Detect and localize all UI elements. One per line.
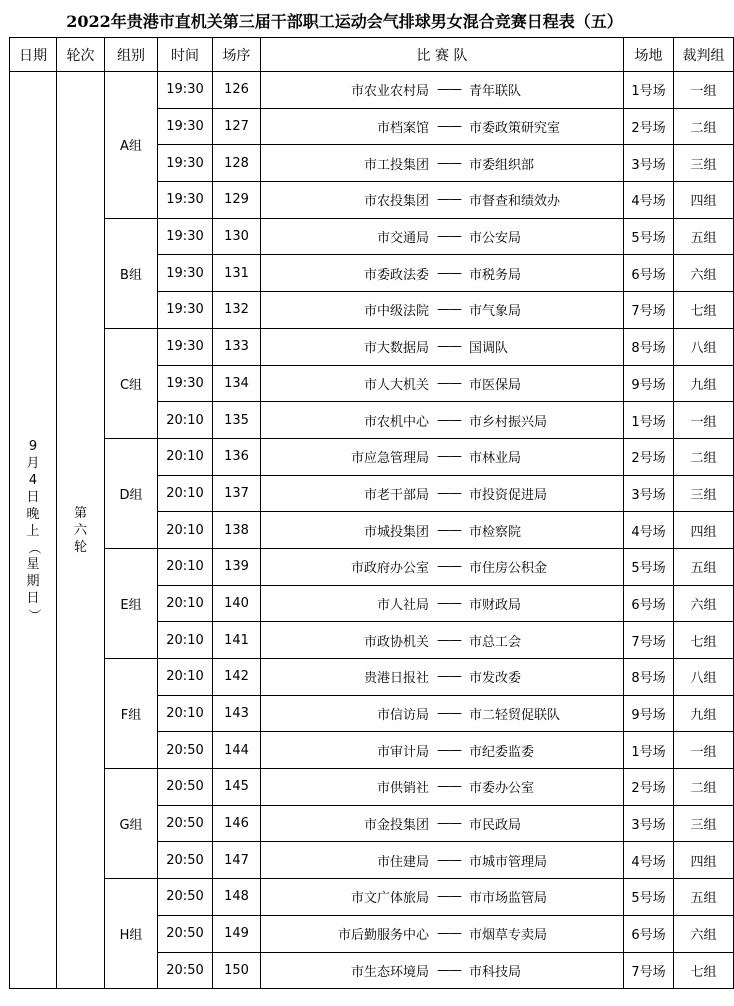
date-char: 月 — [26, 455, 40, 471]
time-cell: 20:50 — [158, 915, 213, 952]
vs-separator: —— — [437, 339, 461, 355]
group-cell: H组 — [105, 879, 158, 989]
vs-separator: —— — [437, 375, 461, 391]
vs-separator: —— — [437, 522, 461, 538]
vs-separator: —— — [437, 559, 461, 575]
away-team: 市林业局 — [469, 451, 522, 467]
home-team: 市委政法委 — [363, 267, 429, 283]
away-team: 市乡村振兴局 — [469, 414, 548, 430]
away-team: 市公安局 — [469, 231, 522, 247]
time-cell: 20:50 — [158, 732, 213, 769]
away-team: 市科技局 — [469, 964, 522, 980]
away-team: 市住房公积金 — [469, 561, 548, 577]
referee-cell: 九组 — [674, 365, 734, 402]
referee-cell: 七组 — [674, 292, 734, 329]
home-team: 市人大机关 — [363, 377, 429, 393]
seq-cell: 134 — [213, 365, 261, 402]
seq-cell: 145 — [213, 769, 261, 806]
round-cell — [57, 72, 105, 989]
teams-cell — [261, 512, 624, 549]
home-team: 市应急管理局 — [350, 451, 429, 467]
date-char: 上 — [26, 523, 40, 539]
venue-cell: 1号场 — [624, 72, 674, 109]
teams-cell — [261, 952, 624, 989]
teams-cell — [261, 915, 624, 952]
away-team: 市二轻贸促联队 — [469, 708, 561, 724]
venue-cell: 5号场 — [624, 548, 674, 585]
seq-cell: 146 — [213, 805, 261, 842]
referee-cell: 二组 — [674, 769, 734, 806]
home-team: 市人社局 — [376, 597, 429, 613]
home-team: 市后勤服务中心 — [337, 928, 429, 944]
away-team: 市城市管理局 — [469, 854, 548, 870]
group-cell: D组 — [105, 438, 158, 548]
date-char: 日 — [26, 590, 40, 606]
date-char: 晚 — [26, 506, 40, 522]
seq-cell: 136 — [213, 438, 261, 475]
time-cell: 20:50 — [158, 952, 213, 989]
seq-cell: 127 — [213, 108, 261, 145]
teams-cell — [261, 218, 624, 255]
referee-cell: 四组 — [674, 512, 734, 549]
seq-cell: 126 — [213, 72, 261, 109]
time-cell: 20:10 — [158, 622, 213, 659]
away-team: 市委办公室 — [469, 781, 535, 797]
date-char: 日 — [26, 489, 40, 505]
time-cell: 20:50 — [158, 842, 213, 879]
away-team: 市委组织部 — [469, 157, 535, 173]
referee-cell: 三组 — [674, 475, 734, 512]
teams-cell — [261, 145, 624, 182]
vs-separator: —— — [437, 779, 461, 795]
referee-cell: 四组 — [674, 842, 734, 879]
referee-cell: 一组 — [674, 402, 734, 439]
referee-cell: 七组 — [674, 622, 734, 659]
date-char: 期 — [26, 573, 40, 589]
home-team: 市审计局 — [376, 744, 429, 760]
seq-cell: 140 — [213, 585, 261, 622]
referee-cell: 三组 — [674, 805, 734, 842]
time-cell: 19:30 — [158, 292, 213, 329]
teams-cell — [261, 805, 624, 842]
table-row — [10, 72, 734, 109]
referee-cell: 一组 — [674, 732, 734, 769]
vs-separator: —— — [437, 412, 461, 428]
vs-separator: —— — [437, 485, 461, 501]
vs-separator: —— — [437, 742, 461, 758]
seq-cell: 147 — [213, 842, 261, 879]
group-cell: A组 — [105, 72, 158, 219]
seq-cell: 149 — [213, 915, 261, 952]
seq-cell: 148 — [213, 879, 261, 916]
header-date: 日期 — [10, 38, 57, 72]
time-cell: 19:30 — [158, 328, 213, 365]
table-row — [10, 769, 734, 806]
referee-cell: 六组 — [674, 255, 734, 292]
time-cell: 20:50 — [158, 769, 213, 806]
venue-cell: 8号场 — [624, 328, 674, 365]
referee-cell: 八组 — [674, 328, 734, 365]
home-team: 市工投集团 — [363, 157, 429, 173]
time-cell: 20:10 — [158, 659, 213, 696]
away-team: 国调队 — [469, 341, 509, 357]
seq-cell: 143 — [213, 695, 261, 732]
referee-cell: 五组 — [674, 548, 734, 585]
home-team: 市交通局 — [376, 231, 429, 247]
venue-cell: 6号场 — [624, 915, 674, 952]
referee-cell: 九组 — [674, 695, 734, 732]
venue-cell: 9号场 — [624, 695, 674, 732]
seq-cell: 137 — [213, 475, 261, 512]
header-time: 时间 — [158, 38, 213, 72]
table-row — [10, 438, 734, 475]
date-char: ） — [26, 608, 41, 622]
teams-cell — [261, 659, 624, 696]
vs-separator: —— — [437, 229, 461, 245]
time-cell: 20:10 — [158, 512, 213, 549]
seq-cell: 132 — [213, 292, 261, 329]
time-cell: 19:30 — [158, 145, 213, 182]
away-team: 市财政局 — [469, 597, 522, 613]
time-cell: 20:10 — [158, 402, 213, 439]
away-team: 市总工会 — [469, 634, 522, 650]
home-team: 市档案馆 — [376, 121, 429, 137]
venue-cell: 4号场 — [624, 182, 674, 219]
vs-separator: —— — [437, 155, 461, 171]
venue-cell: 6号场 — [624, 585, 674, 622]
referee-cell: 一组 — [674, 72, 734, 109]
teams-cell — [261, 402, 624, 439]
teams-cell — [261, 255, 624, 292]
group-cell: E组 — [105, 548, 158, 658]
referee-cell: 四组 — [674, 182, 734, 219]
home-team: 市中级法院 — [363, 304, 429, 320]
time-cell: 20:10 — [158, 438, 213, 475]
seq-cell: 150 — [213, 952, 261, 989]
group-cell: C组 — [105, 328, 158, 438]
table-row — [10, 879, 734, 916]
venue-cell: 7号场 — [624, 622, 674, 659]
vs-separator: —— — [437, 816, 461, 832]
schedule-table — [9, 37, 734, 989]
teams-cell — [261, 548, 624, 585]
vs-separator: —— — [437, 119, 461, 135]
vs-separator: —— — [437, 706, 461, 722]
teams-cell — [261, 438, 624, 475]
venue-cell: 7号场 — [624, 952, 674, 989]
time-cell: 20:10 — [158, 695, 213, 732]
vs-separator: —— — [437, 265, 461, 281]
time-cell: 20:10 — [158, 548, 213, 585]
date-char: 4 — [28, 472, 38, 488]
time-cell: 19:30 — [158, 255, 213, 292]
home-team: 市生态环境局 — [350, 964, 429, 980]
venue-cell: 3号场 — [624, 475, 674, 512]
away-team: 市纪委监委 — [469, 744, 535, 760]
header-venue: 场地 — [624, 38, 674, 72]
date-char: 星 — [26, 556, 40, 572]
away-team: 市烟草专卖局 — [469, 928, 548, 944]
seq-cell: 142 — [213, 659, 261, 696]
seq-cell: 139 — [213, 548, 261, 585]
teams-cell — [261, 732, 624, 769]
home-team: 贵港日报社 — [363, 671, 429, 687]
time-cell: 19:30 — [158, 365, 213, 402]
home-team: 市农业农村局 — [350, 84, 429, 100]
venue-cell: 5号场 — [624, 218, 674, 255]
home-team: 市农机中心 — [363, 414, 429, 430]
referee-cell: 七组 — [674, 952, 734, 989]
home-team: 市信访局 — [376, 708, 429, 724]
home-team: 市大数据局 — [363, 341, 429, 357]
vs-separator: —— — [437, 852, 461, 868]
header-row — [10, 38, 734, 72]
page-title: 2022年贵港市直机关第三届干部职工运动会气排球男女混合竞赛日程表（五） — [66, 12, 623, 31]
vs-separator: —— — [437, 962, 461, 978]
venue-cell: 9号场 — [624, 365, 674, 402]
venue-cell: 8号场 — [624, 659, 674, 696]
teams-cell — [261, 879, 624, 916]
home-team: 市老干部局 — [363, 487, 429, 503]
seq-cell: 138 — [213, 512, 261, 549]
seq-cell: 131 — [213, 255, 261, 292]
teams-cell — [261, 108, 624, 145]
vs-separator: —— — [437, 192, 461, 208]
home-team: 市政府办公室 — [350, 561, 429, 577]
away-team: 市投资促进局 — [469, 487, 548, 503]
teams-cell — [261, 365, 624, 402]
venue-cell: 3号场 — [624, 145, 674, 182]
away-team: 市发改委 — [469, 671, 522, 687]
time-cell: 20:10 — [158, 585, 213, 622]
venue-cell: 1号场 — [624, 402, 674, 439]
referee-cell: 二组 — [674, 108, 734, 145]
table-row — [10, 328, 734, 365]
vs-separator: —— — [437, 632, 461, 648]
vs-separator: —— — [437, 926, 461, 942]
header-group: 组别 — [105, 38, 158, 72]
time-cell: 19:30 — [158, 218, 213, 255]
vs-separator: —— — [437, 449, 461, 465]
teams-cell — [261, 475, 624, 512]
away-team: 青年联队 — [469, 84, 522, 100]
home-team: 市供销社 — [376, 781, 429, 797]
referee-cell: 六组 — [674, 585, 734, 622]
venue-cell: 1号场 — [624, 732, 674, 769]
teams-cell — [261, 842, 624, 879]
away-team: 市气象局 — [469, 304, 522, 320]
vs-separator: —— — [437, 669, 461, 685]
home-team: 市文广体旅局 — [350, 891, 429, 907]
referee-cell: 三组 — [674, 145, 734, 182]
group-cell: B组 — [105, 218, 158, 328]
home-team: 市农投集团 — [363, 194, 429, 210]
time-cell: 19:30 — [158, 182, 213, 219]
date-char: 9 — [28, 438, 38, 454]
referee-cell: 五组 — [674, 218, 734, 255]
table-row — [10, 548, 734, 585]
venue-cell: 6号场 — [624, 255, 674, 292]
away-team: 市民政局 — [469, 818, 522, 834]
vs-separator: —— — [437, 889, 461, 905]
time-cell: 20:10 — [158, 475, 213, 512]
teams-cell — [261, 622, 624, 659]
away-team: 市督查和绩效办 — [469, 194, 561, 210]
round-char: 轮 — [73, 539, 87, 555]
seq-cell: 141 — [213, 622, 261, 659]
time-cell: 19:30 — [158, 108, 213, 145]
referee-cell: 八组 — [674, 659, 734, 696]
teams-cell — [261, 182, 624, 219]
venue-cell: 2号场 — [624, 438, 674, 475]
seq-cell: 130 — [213, 218, 261, 255]
referee-cell: 二组 — [674, 438, 734, 475]
away-team: 市税务局 — [469, 267, 522, 283]
teams-cell — [261, 585, 624, 622]
teams-cell — [261, 769, 624, 806]
time-cell: 19:30 — [158, 72, 213, 109]
teams-cell — [261, 328, 624, 365]
table-row — [10, 659, 734, 696]
home-team: 市城投集团 — [363, 524, 429, 540]
teams-cell — [261, 292, 624, 329]
venue-cell: 4号场 — [624, 842, 674, 879]
venue-cell: 7号场 — [624, 292, 674, 329]
table-row — [10, 218, 734, 255]
seq-cell: 144 — [213, 732, 261, 769]
seq-cell: 129 — [213, 182, 261, 219]
away-team: 市市场监管局 — [469, 891, 548, 907]
group-cell: G组 — [105, 769, 158, 879]
time-cell: 20:50 — [158, 805, 213, 842]
home-team: 市金投集团 — [363, 818, 429, 834]
header-seq: 场序 — [213, 38, 261, 72]
round-char: 六 — [73, 522, 87, 538]
away-team: 市医保局 — [469, 377, 522, 393]
time-cell: 20:50 — [158, 879, 213, 916]
seq-cell: 135 — [213, 402, 261, 439]
away-team: 市委政策研究室 — [469, 121, 561, 137]
seq-cell: 133 — [213, 328, 261, 365]
away-team: 市检察院 — [469, 524, 522, 540]
vs-separator: —— — [437, 595, 461, 611]
header-round: 轮次 — [57, 38, 105, 72]
referee-cell: 六组 — [674, 915, 734, 952]
group-cell: F组 — [105, 659, 158, 769]
round-char: 第 — [73, 505, 87, 521]
venue-cell: 2号场 — [624, 108, 674, 145]
teams-cell — [261, 72, 624, 109]
date-cell — [10, 72, 57, 989]
venue-cell: 3号场 — [624, 805, 674, 842]
vs-separator: —— — [437, 82, 461, 98]
vs-separator: —— — [437, 302, 461, 318]
header-teams: 比 赛 队 — [261, 38, 624, 72]
venue-cell: 5号场 — [624, 879, 674, 916]
referee-cell: 五组 — [674, 879, 734, 916]
home-team: 市政协机关 — [363, 634, 429, 650]
venue-cell: 4号场 — [624, 512, 674, 549]
teams-cell — [261, 695, 624, 732]
home-team: 市住建局 — [376, 854, 429, 870]
date-char: （ — [26, 541, 41, 555]
header-referee: 裁判组 — [674, 38, 734, 72]
seq-cell: 128 — [213, 145, 261, 182]
venue-cell: 2号场 — [624, 769, 674, 806]
